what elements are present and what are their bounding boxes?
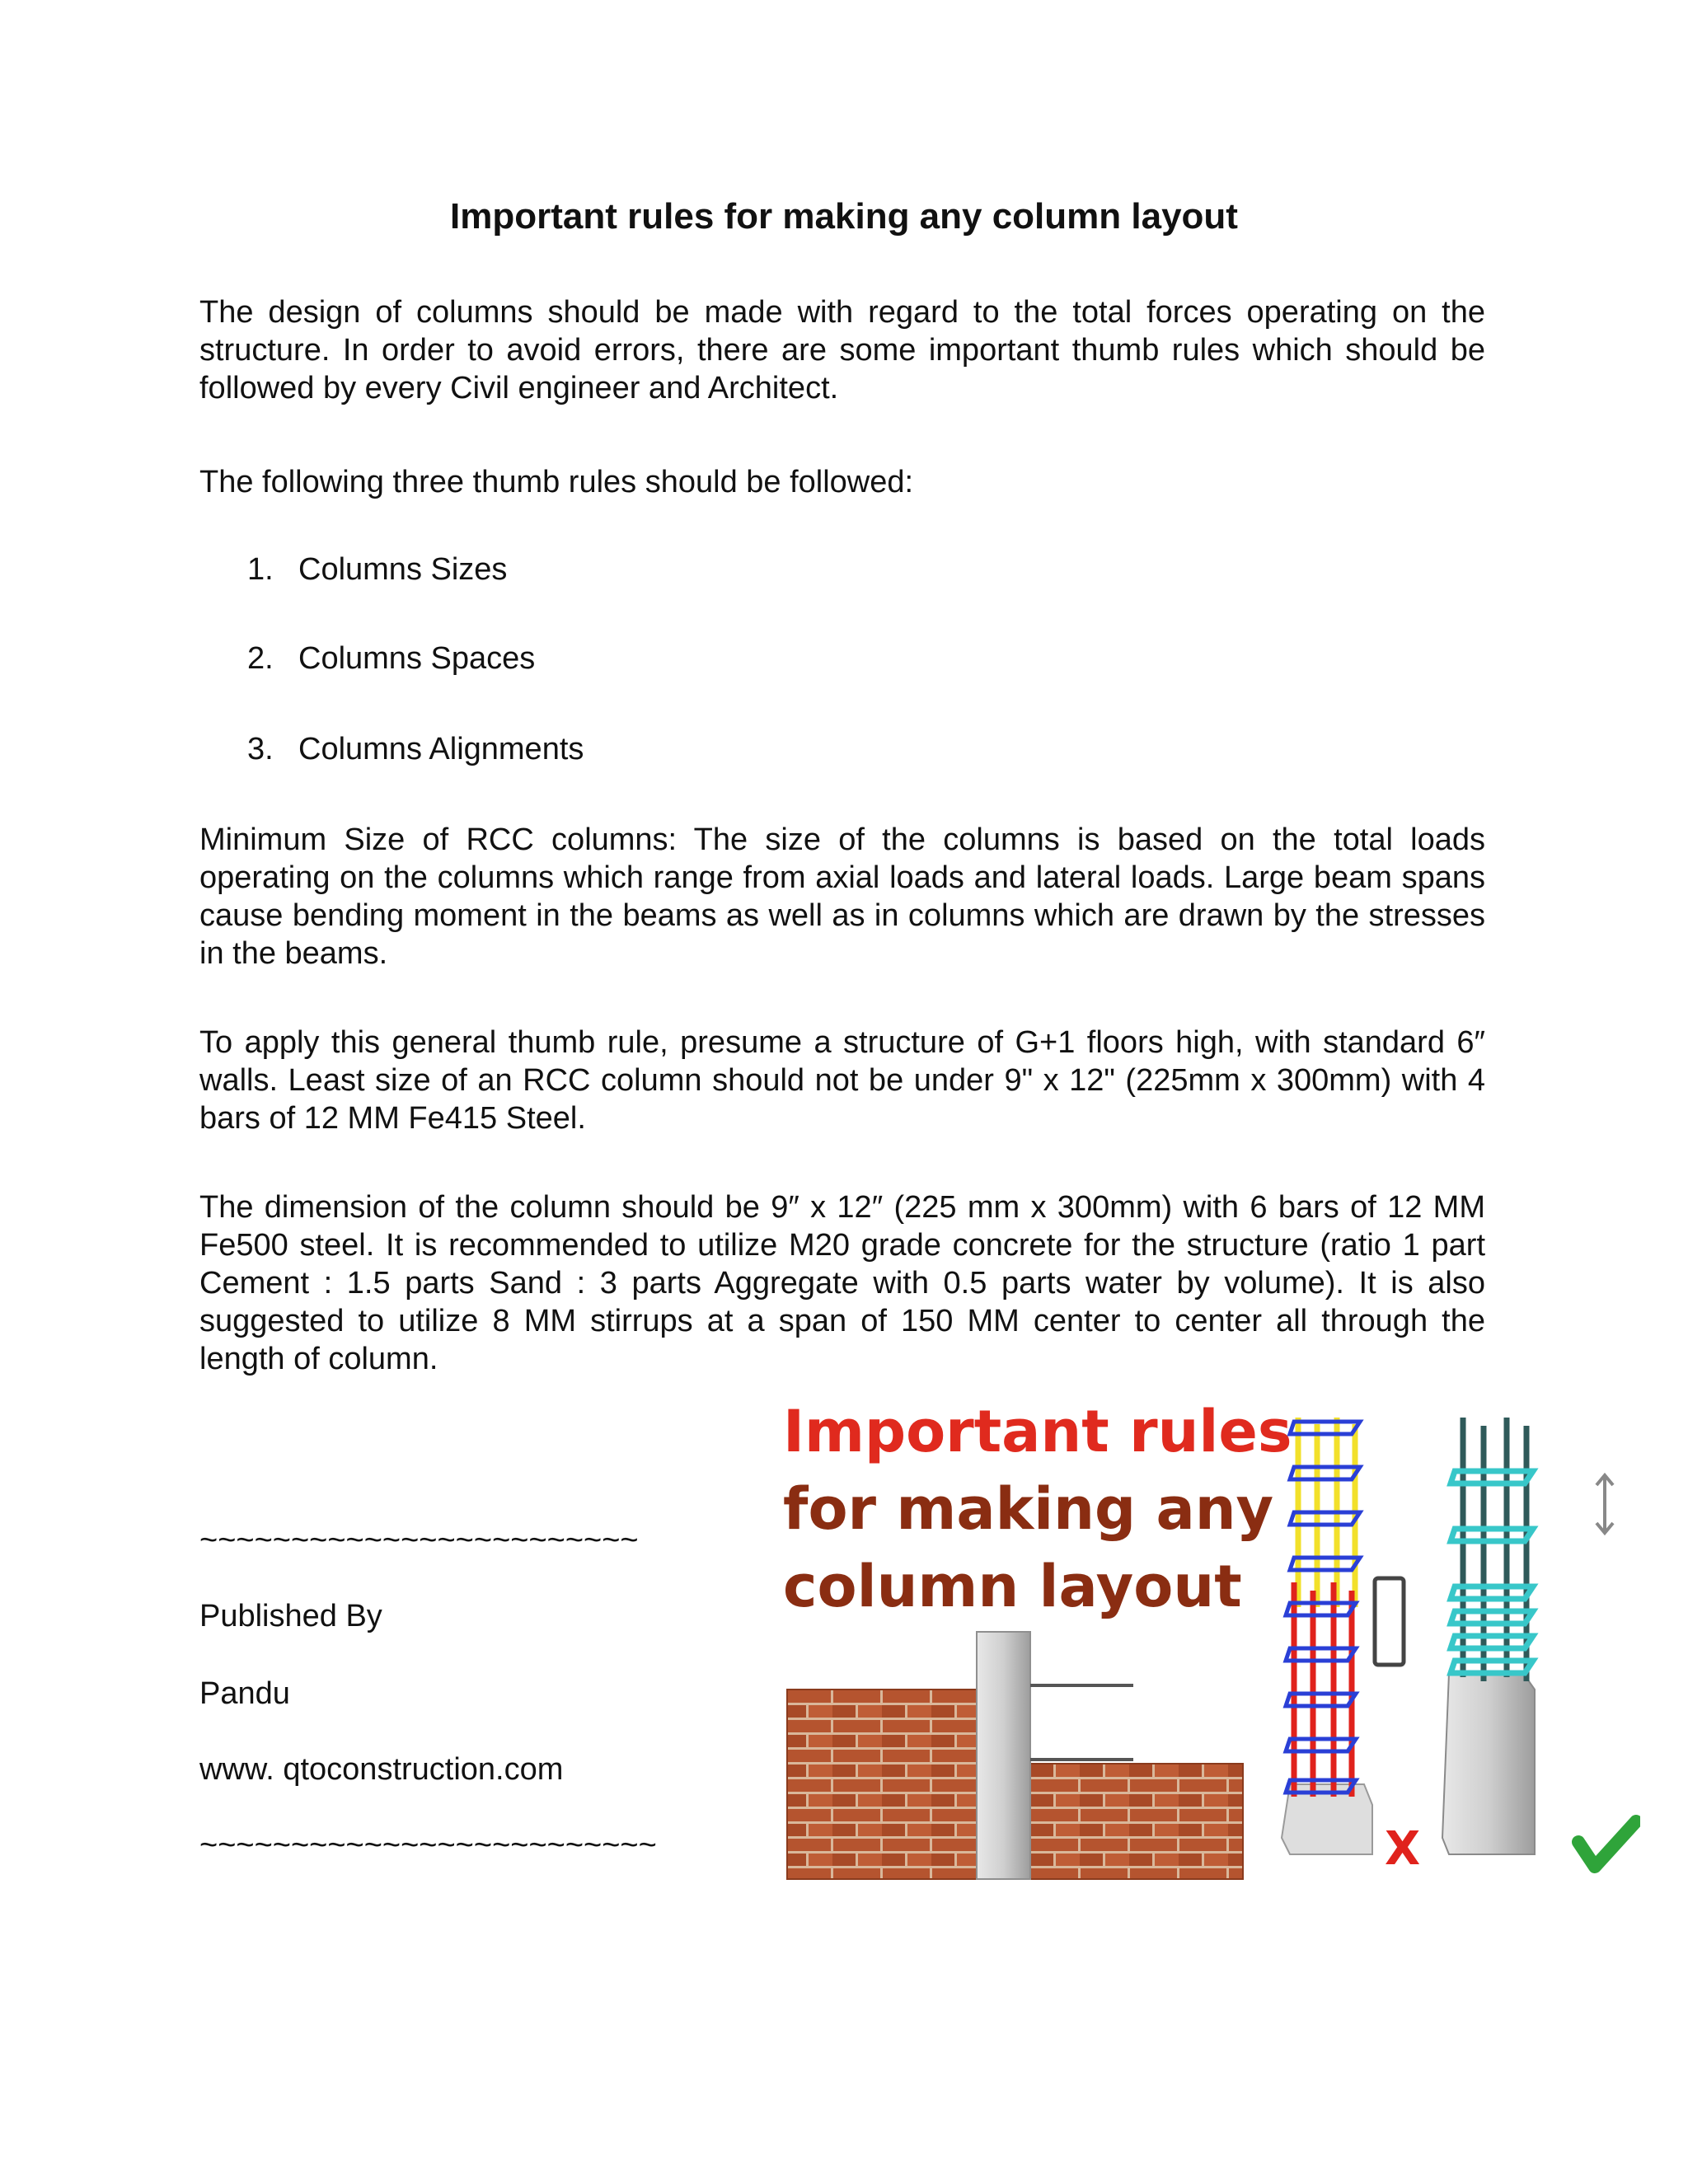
website-link[interactable]: www. qtoconstruction.com <box>199 1752 564 1787</box>
apply-paragraph: To apply this general thumb rule, presume a structure of G+1 floors high, with standard 6″ walls. Least size of an RCC column should not be under 9" x 12" (225mm x 300mm) with 4 bars of 12 MM Fe415 Steel. <box>199 1025 1485 1136</box>
illustration-title-line: Important rules <box>783 1398 1292 1465</box>
x-mark-icon: X <box>1385 1822 1421 1876</box>
dimension-paragraph: The dimension of the column should be 9″ x 12″ (225 mm x 300mm) with 6 bars of 12 MM Fe500 steel. It is recommended to utilize M20 grade concrete for the structure (ratio 1 part Cement : 1.5 parts Sand : 3 parts Aggregate with 0.5 parts water by volume). It is also suggested to utilize 8 MM stirrups at a span of 150 MM center to center all through the length of column. <box>199 1190 1485 1376</box>
wrong-rebar-cage <box>1282 1418 1404 1854</box>
list-item-label: Columns Sizes <box>298 552 508 587</box>
illustration-title-line: column layout <box>783 1553 1242 1620</box>
list-item-number: 3. <box>247 732 274 766</box>
divider-top: ~~~~~~~~~~~~~~~~~~~~~~~~ <box>199 1523 639 1558</box>
list-item <box>247 551 507 588</box>
list-item <box>247 640 535 677</box>
list-item <box>247 730 584 768</box>
list-item-label: Columns Alignments <box>298 732 584 766</box>
min-size-paragraph: Minimum Size of RCC columns: The size of the columns is based on the total loads operating on the columns which range from axial loads and lateral loads. Large beam spans cause bending moment in the beams as well as in columns which are drawn by the stresses in the beams. <box>199 823 1485 971</box>
list-item-number: 1. <box>247 552 274 587</box>
divider-bottom: ~~~~~~~~~~~~~~~~~~~~~~~~~ <box>199 1828 657 1863</box>
column-layout-illustration <box>783 1393 1640 1887</box>
published-by-label: Published By <box>199 1599 382 1633</box>
intro-paragraph: The design of columns should be made with regard to the total forces operating on the structure. In order to avoid errors, there are some important thumb rules which should be followed by every Civil engineer and Architect. <box>199 295 1485 405</box>
double-arrow-icon <box>1597 1475 1613 1533</box>
list-intro: The following three thumb rules should be followed: <box>199 465 914 499</box>
list-item-label: Columns Spaces <box>298 641 536 676</box>
list-item-number: 2. <box>247 641 274 676</box>
illustration-graphic <box>783 1393 1640 1887</box>
correct-rebar-cage <box>1442 1418 1535 1854</box>
check-mark-icon <box>1578 1821 1636 1867</box>
illustration-title-line: for making any <box>783 1475 1274 1543</box>
author-name: Pandu <box>199 1676 290 1711</box>
page-title: Important rules for making any column layout <box>450 196 1238 237</box>
